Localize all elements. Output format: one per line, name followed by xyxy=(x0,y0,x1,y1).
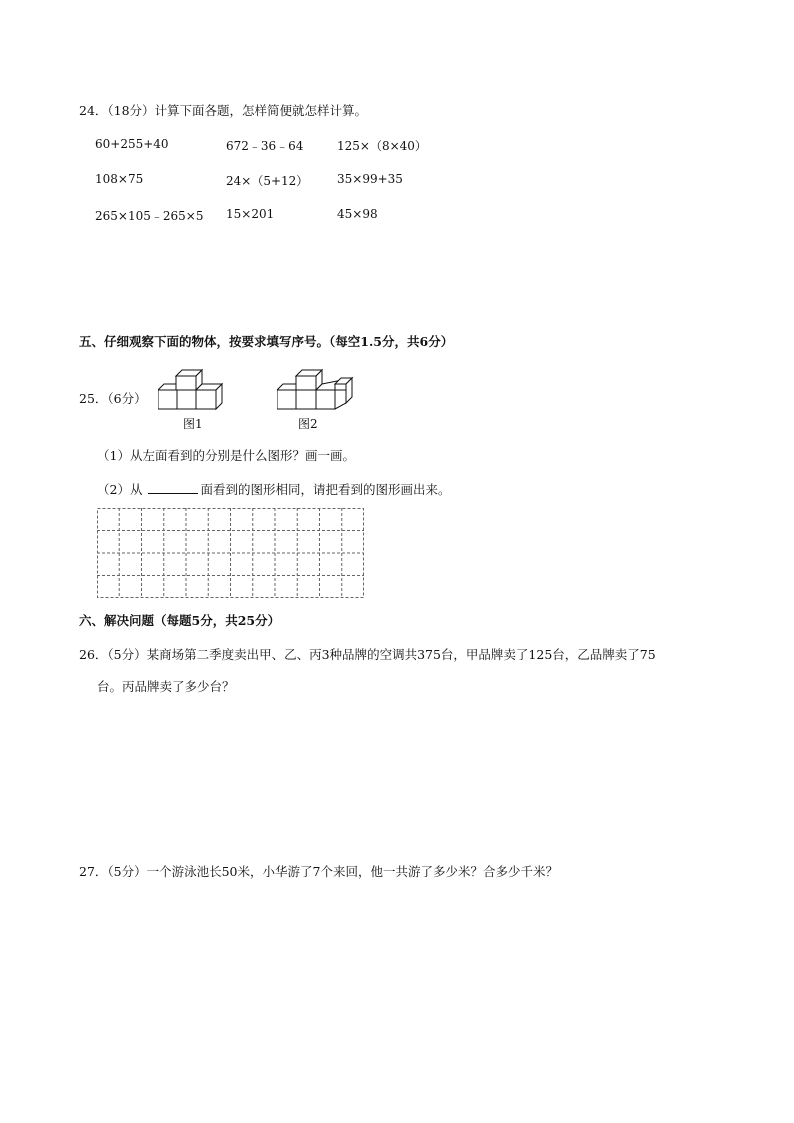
q25-sub2-after: 面看到的图形相同，请把看到的图形画出来。 xyxy=(200,482,451,497)
q24-expr-5: 24×（5+12） xyxy=(226,174,309,188)
q25-sub2 xyxy=(97,481,450,497)
figure-1-caption: 图1 xyxy=(183,417,203,431)
drawing-grid[interactable] xyxy=(97,508,364,598)
q25-sub1: （1）从左面看到的分别是什么图形？画一画。 xyxy=(97,448,355,463)
section6-heading: 六、解决问题（每题5分，共25分） xyxy=(79,613,281,628)
q24-title: 24．（18分）计算下面各题，怎样简便就怎样计算。 xyxy=(79,103,368,118)
q24-expr-3: 125×（8×40） xyxy=(337,139,427,153)
q25-label: 25．（6分） xyxy=(79,391,147,406)
q26-line2: 台。丙品牌卖了多少台？ xyxy=(97,679,235,694)
section5-heading: 五、仔细观察下面的物体，按要求填写序号。（每空1.5分，共6分） xyxy=(79,334,454,349)
q24-expr-2: 672﹣36﹣64 xyxy=(226,139,304,153)
q24-expr-9: 45×98 xyxy=(337,207,378,221)
q25-answer-blank[interactable] xyxy=(148,481,198,494)
figure-2-cubes xyxy=(277,362,357,412)
q27-text: 27．（5分）一个游泳池长50米，小华游了7个来回，他一共游了多少米？合多少千米？ xyxy=(79,864,558,879)
q24-expr-1: 60+255+40 xyxy=(95,137,169,151)
q25-sub2-before: （2）从 xyxy=(97,482,143,497)
q24-expr-6: 35×99+35 xyxy=(337,172,403,186)
q26-line1: 26．（5分）某商场第二季度卖出甲、乙、丙3种品牌的空调共375台，甲品牌卖了125台，乙品牌卖了75 xyxy=(79,647,656,662)
q24-expr-8: 15×201 xyxy=(226,207,275,221)
figure-2-caption: 图2 xyxy=(298,417,318,431)
q24-expr-4: 108×75 xyxy=(95,172,144,186)
q24-expr-7: 265×105﹣265×5 xyxy=(95,209,204,223)
figure-1-cubes xyxy=(158,362,228,412)
